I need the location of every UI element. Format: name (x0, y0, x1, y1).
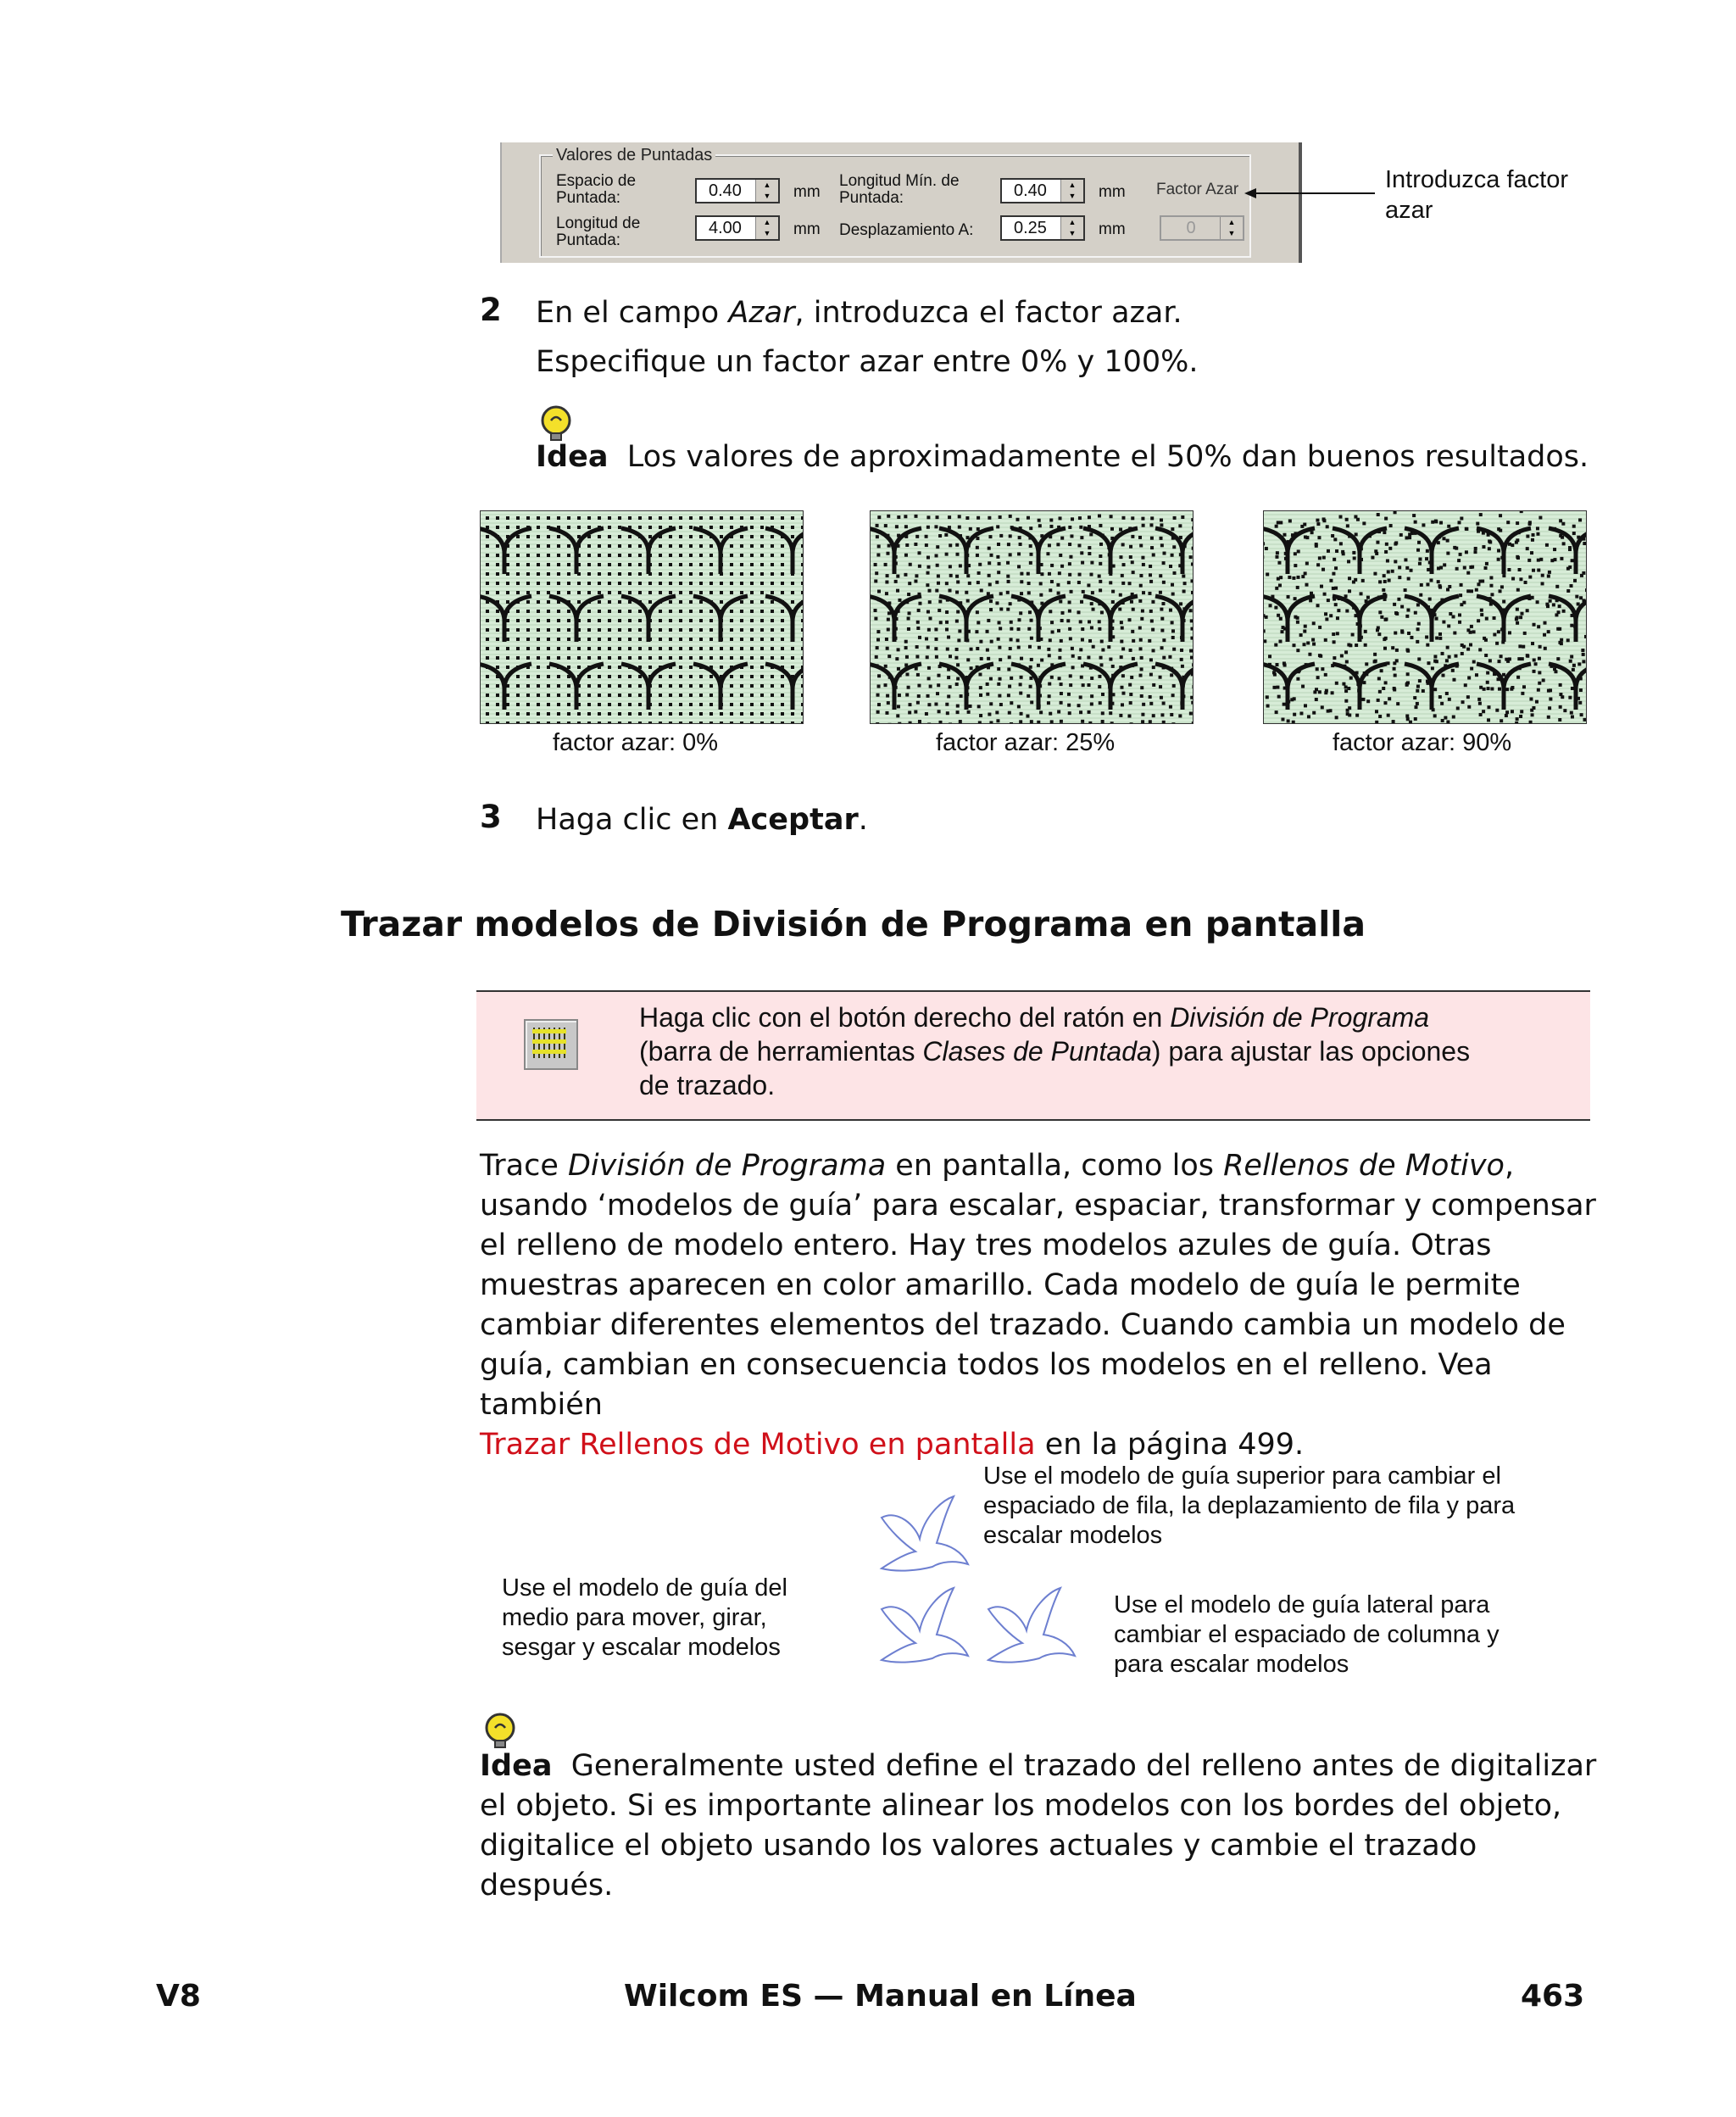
random-factor-input[interactable]: 0 ▲ ▼ (1160, 215, 1244, 241)
random-factor-label: Factor Azar (1156, 181, 1239, 198)
tip-text: Haga clic con el botón derecho del ratón en División de Programa (barra de herramientas Clases de Puntada) para ajustar las opciones de trazado. (639, 1002, 1471, 1100)
program-split-tool-icon[interactable] (524, 1019, 578, 1070)
sample-caption: factor azar: 25% (936, 729, 1116, 756)
step-number: 3 (480, 799, 502, 835)
group-title: Valores de Puntadas (553, 146, 715, 165)
toolbar-tip-box (476, 990, 1590, 1121)
main-paragraph: Trace División de Programa en pantalla, como los Rellenos de Motivo, usando ‘modelos de guía’ para escalar, espaciar, transformar y compensar el relleno de modelo entero. Hay tres modelos azules de guía. Otras muestras aparecen en color amarillo. Cada modelo de guía le permite cambiar diferentes elementos del trazado. Cuando cambia un modelo de guía, cambian en consecuencia todos los modelos en el relleno. Vea también Trazar Rellenos de Motivo en pantalla en la página 499. (480, 1149, 1596, 1462)
top-guide-bird-icon[interactable] (873, 1492, 975, 1585)
top-guide-caption: Use el modelo de guía superior para cambiar el espaciado de fila, la deplazamiento de fila y para escalar modelos (983, 1462, 1516, 1549)
step2-text: En el campo Azar, introduzca el factor azar. (536, 296, 1182, 330)
callout-arrow (1243, 185, 1378, 202)
random-factor-callout: Introduzca factor azar (1385, 166, 1568, 224)
footer-title: Wilcom ES — Manual en Línea (624, 1979, 1137, 2014)
min-length-input[interactable]: 0.40 ▲ ▼ (1000, 178, 1085, 203)
spin-arrows-icon[interactable]: ▲ ▼ (755, 180, 778, 202)
unit-label: mm (793, 183, 821, 201)
step2-detail: Especifique un factor azar entre 0% y 100%. (536, 345, 1199, 379)
idea-tip-2: Idea Generalmente usted define el trazado del relleno antes de digitalizar el objeto. Si es importante alinear los modelos con los bordes del objeto, digitalice el objeto usando los valores actuales y cambie el trazado después. (480, 1749, 1597, 1903)
side-guide-caption: Use el modelo de guía lateral para cambiar el espaciado de columna y para escalar modelos (1114, 1591, 1500, 1678)
stitch-values-dialog (500, 142, 1302, 263)
middle-guide-bird-icon[interactable] (873, 1584, 975, 1677)
offset-label: Desplazamiento A: (839, 221, 974, 239)
cross-reference-link[interactable]: Trazar Rellenos de Motivo en pantalla (480, 1428, 1036, 1462)
unit-label: mm (1099, 220, 1126, 238)
step-number: 2 (480, 292, 502, 328)
stitch-spacing-input[interactable]: 0.40 ▲ ▼ (695, 178, 780, 203)
spin-arrows-icon[interactable]: ▲ ▼ (1220, 217, 1243, 239)
spin-arrows-icon[interactable]: ▲ ▼ (1060, 217, 1083, 239)
stitch-length-input[interactable]: 4.00 ▲ ▼ (695, 215, 780, 241)
step3-text: Haga clic en Aceptar. (536, 803, 868, 837)
page-number: 463 (1521, 1979, 1585, 2014)
idea-tip: Idea Los valores de aproximadamente el 50% dan buenos resultados. (536, 440, 1589, 474)
unit-label: mm (793, 220, 821, 238)
stitch-length-label: Longitud de Puntada: (556, 214, 641, 249)
stitch-spacing-label: Espacio de Puntada: (556, 172, 637, 207)
min-length-label: Longitud Mín. de Puntada: (839, 172, 960, 207)
middle-guide-caption: Use el modelo de guía del medio para mover, girar, sesgar y escalar modelos (502, 1574, 787, 1661)
spin-arrows-icon[interactable]: ▲ ▼ (755, 217, 778, 239)
fill-sample-0 (480, 510, 804, 724)
section-heading: Trazar modelos de División de Programa en pantalla (341, 904, 1366, 944)
footer-version: V8 (156, 1979, 201, 2014)
fill-sample-90 (1263, 510, 1587, 724)
offset-input[interactable]: 0.25 ▲ ▼ (1000, 215, 1085, 241)
fill-sample-25 (870, 510, 1194, 724)
side-guide-bird-icon[interactable] (980, 1584, 1082, 1677)
spin-arrows-icon[interactable]: ▲ ▼ (1060, 180, 1083, 202)
unit-label: mm (1099, 183, 1126, 201)
sample-caption: factor azar: 0% (553, 729, 719, 756)
lightbulb-icon (483, 1713, 517, 1750)
sample-caption: factor azar: 90% (1333, 729, 1512, 756)
